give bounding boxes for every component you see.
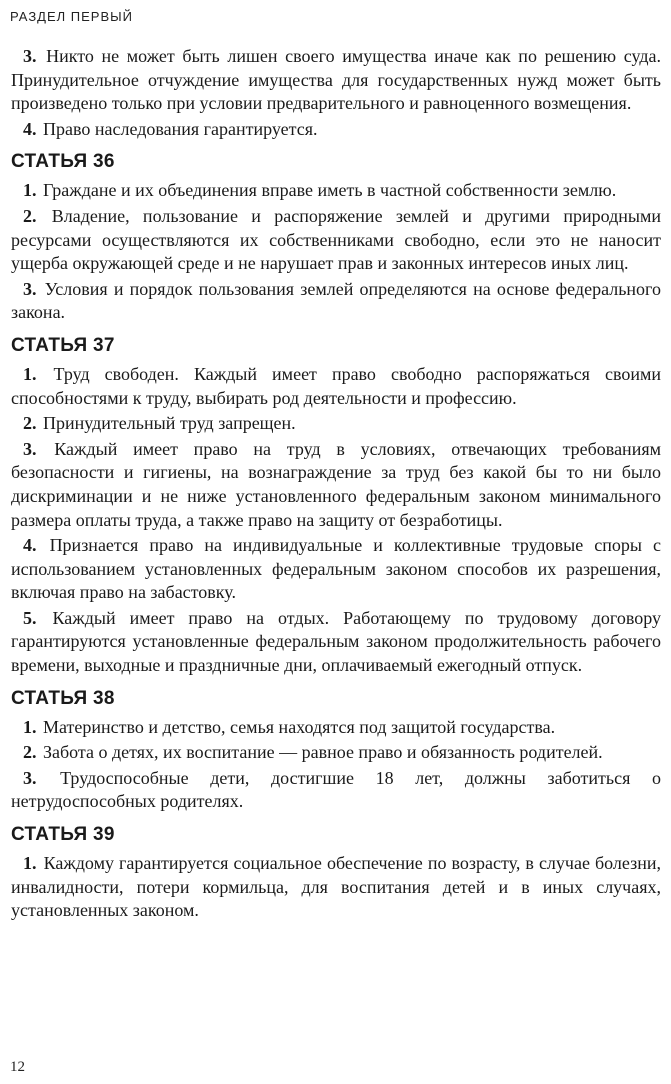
paragraph-number: 3. <box>23 278 37 299</box>
paragraph <box>11 852 661 923</box>
paragraph <box>11 438 661 532</box>
article-heading: СТАТЬЯ 38 <box>11 687 115 709</box>
paragraph-text: Принудительный труд запрещен. <box>43 413 296 434</box>
paragraph-number: 2. <box>23 742 37 763</box>
paragraph-number: 5. <box>23 607 37 628</box>
paragraph <box>11 45 661 116</box>
paragraph-text: Каждому гарантируется социальное обеспечение по возрасту, в случае болезни, инвалидности, потери кормильца, для воспитания детей и в иных случаях, установленных законом. <box>11 853 661 921</box>
page-body <box>11 45 661 925</box>
paragraph-text: Условия и порядок пользования землей определяются на основе федерального закона. <box>11 278 661 323</box>
article-heading: СТАТЬЯ 36 <box>11 151 115 173</box>
paragraph <box>11 363 661 410</box>
article-heading: СТАТЬЯ 39 <box>11 824 115 846</box>
paragraph-number: 1. <box>23 716 37 737</box>
paragraph <box>11 179 661 203</box>
paragraph <box>11 278 661 325</box>
paragraph-text: Владение, пользование и распоряжение землей и другими природными ресурсами осуществляются их собственниками свободно, если это не наносит ущерба окружающей среде и не нарушает прав и законных интересов иных лиц. <box>11 205 661 274</box>
paragraph-number: 2. <box>23 413 37 434</box>
paragraph-text: Каждый имеет право на труд в условиях, отвечающих требованиям безопасности и гигиены, на вознаграждение за труд без какой бы то ни было дискриминации и не ниже установленного федеральным законом минимального размера оплаты труда, а также право на защиту от безработицы. <box>11 438 661 530</box>
paragraph-number: 3. <box>23 767 37 788</box>
paragraph-text: Признается право на индивидуальные и коллективные трудовые споры с использованием установленных федеральным законом способов их разрешения, включая право на забастовку. <box>11 535 662 603</box>
page-number: 12 <box>10 1059 25 1075</box>
paragraph-number: 1. <box>23 363 37 384</box>
paragraph-number: 2. <box>23 205 37 226</box>
paragraph-number: 1. <box>23 180 37 201</box>
paragraph-number: 3. <box>23 438 37 459</box>
paragraph-text: Забота о детях, их воспитание — равное право и обязанность родителей. <box>43 742 603 763</box>
paragraph <box>11 607 661 678</box>
paragraph-text: Трудоспособные дети, достигшие 18 лет, должны заботиться о нетрудоспособных родителях. <box>11 767 661 812</box>
paragraph-text: Материнство и детство, семья находятся под защитой государства. <box>43 716 556 737</box>
paragraph <box>11 716 661 740</box>
paragraph <box>11 412 661 436</box>
paragraph <box>11 118 661 142</box>
paragraph-number: 1. <box>23 853 37 874</box>
paragraph-text: Никто не может быть лишен своего имущества иначе как по решению суда. Принудительное отчуждение имущества для государственных нужд может быть произведено только при условии предварительного и равноценного возмещения. <box>11 46 662 114</box>
paragraph-number: 4. <box>23 535 37 556</box>
paragraph-text: Труд свободен. Каждый имеет право свободно распоряжаться своими способностями к труду, выбирать род деятельности и профессию. <box>11 363 662 408</box>
article-heading: СТАТЬЯ 37 <box>11 334 115 356</box>
paragraph <box>11 205 661 276</box>
paragraph-number: 3. <box>23 46 37 66</box>
paragraph <box>11 534 661 605</box>
paragraph-text: Каждый имеет право на отдых. Работающему по трудовому договору гарантируются установленные федеральным законом продолжительность рабочего времени, выходные и праздничные дни, оплачиваемый ежегодный отпуск. <box>11 607 662 676</box>
paragraph <box>11 767 661 814</box>
paragraph-text: Граждане и их объединения вправе иметь в частной собственности землю. <box>43 180 617 201</box>
paragraph <box>11 741 661 765</box>
running-head: РАЗДЕЛ ПЕРВЫЙ <box>10 9 134 24</box>
paragraph-number: 4. <box>23 118 37 139</box>
paragraph-text: Право наследования гарантируется. <box>43 118 318 139</box>
